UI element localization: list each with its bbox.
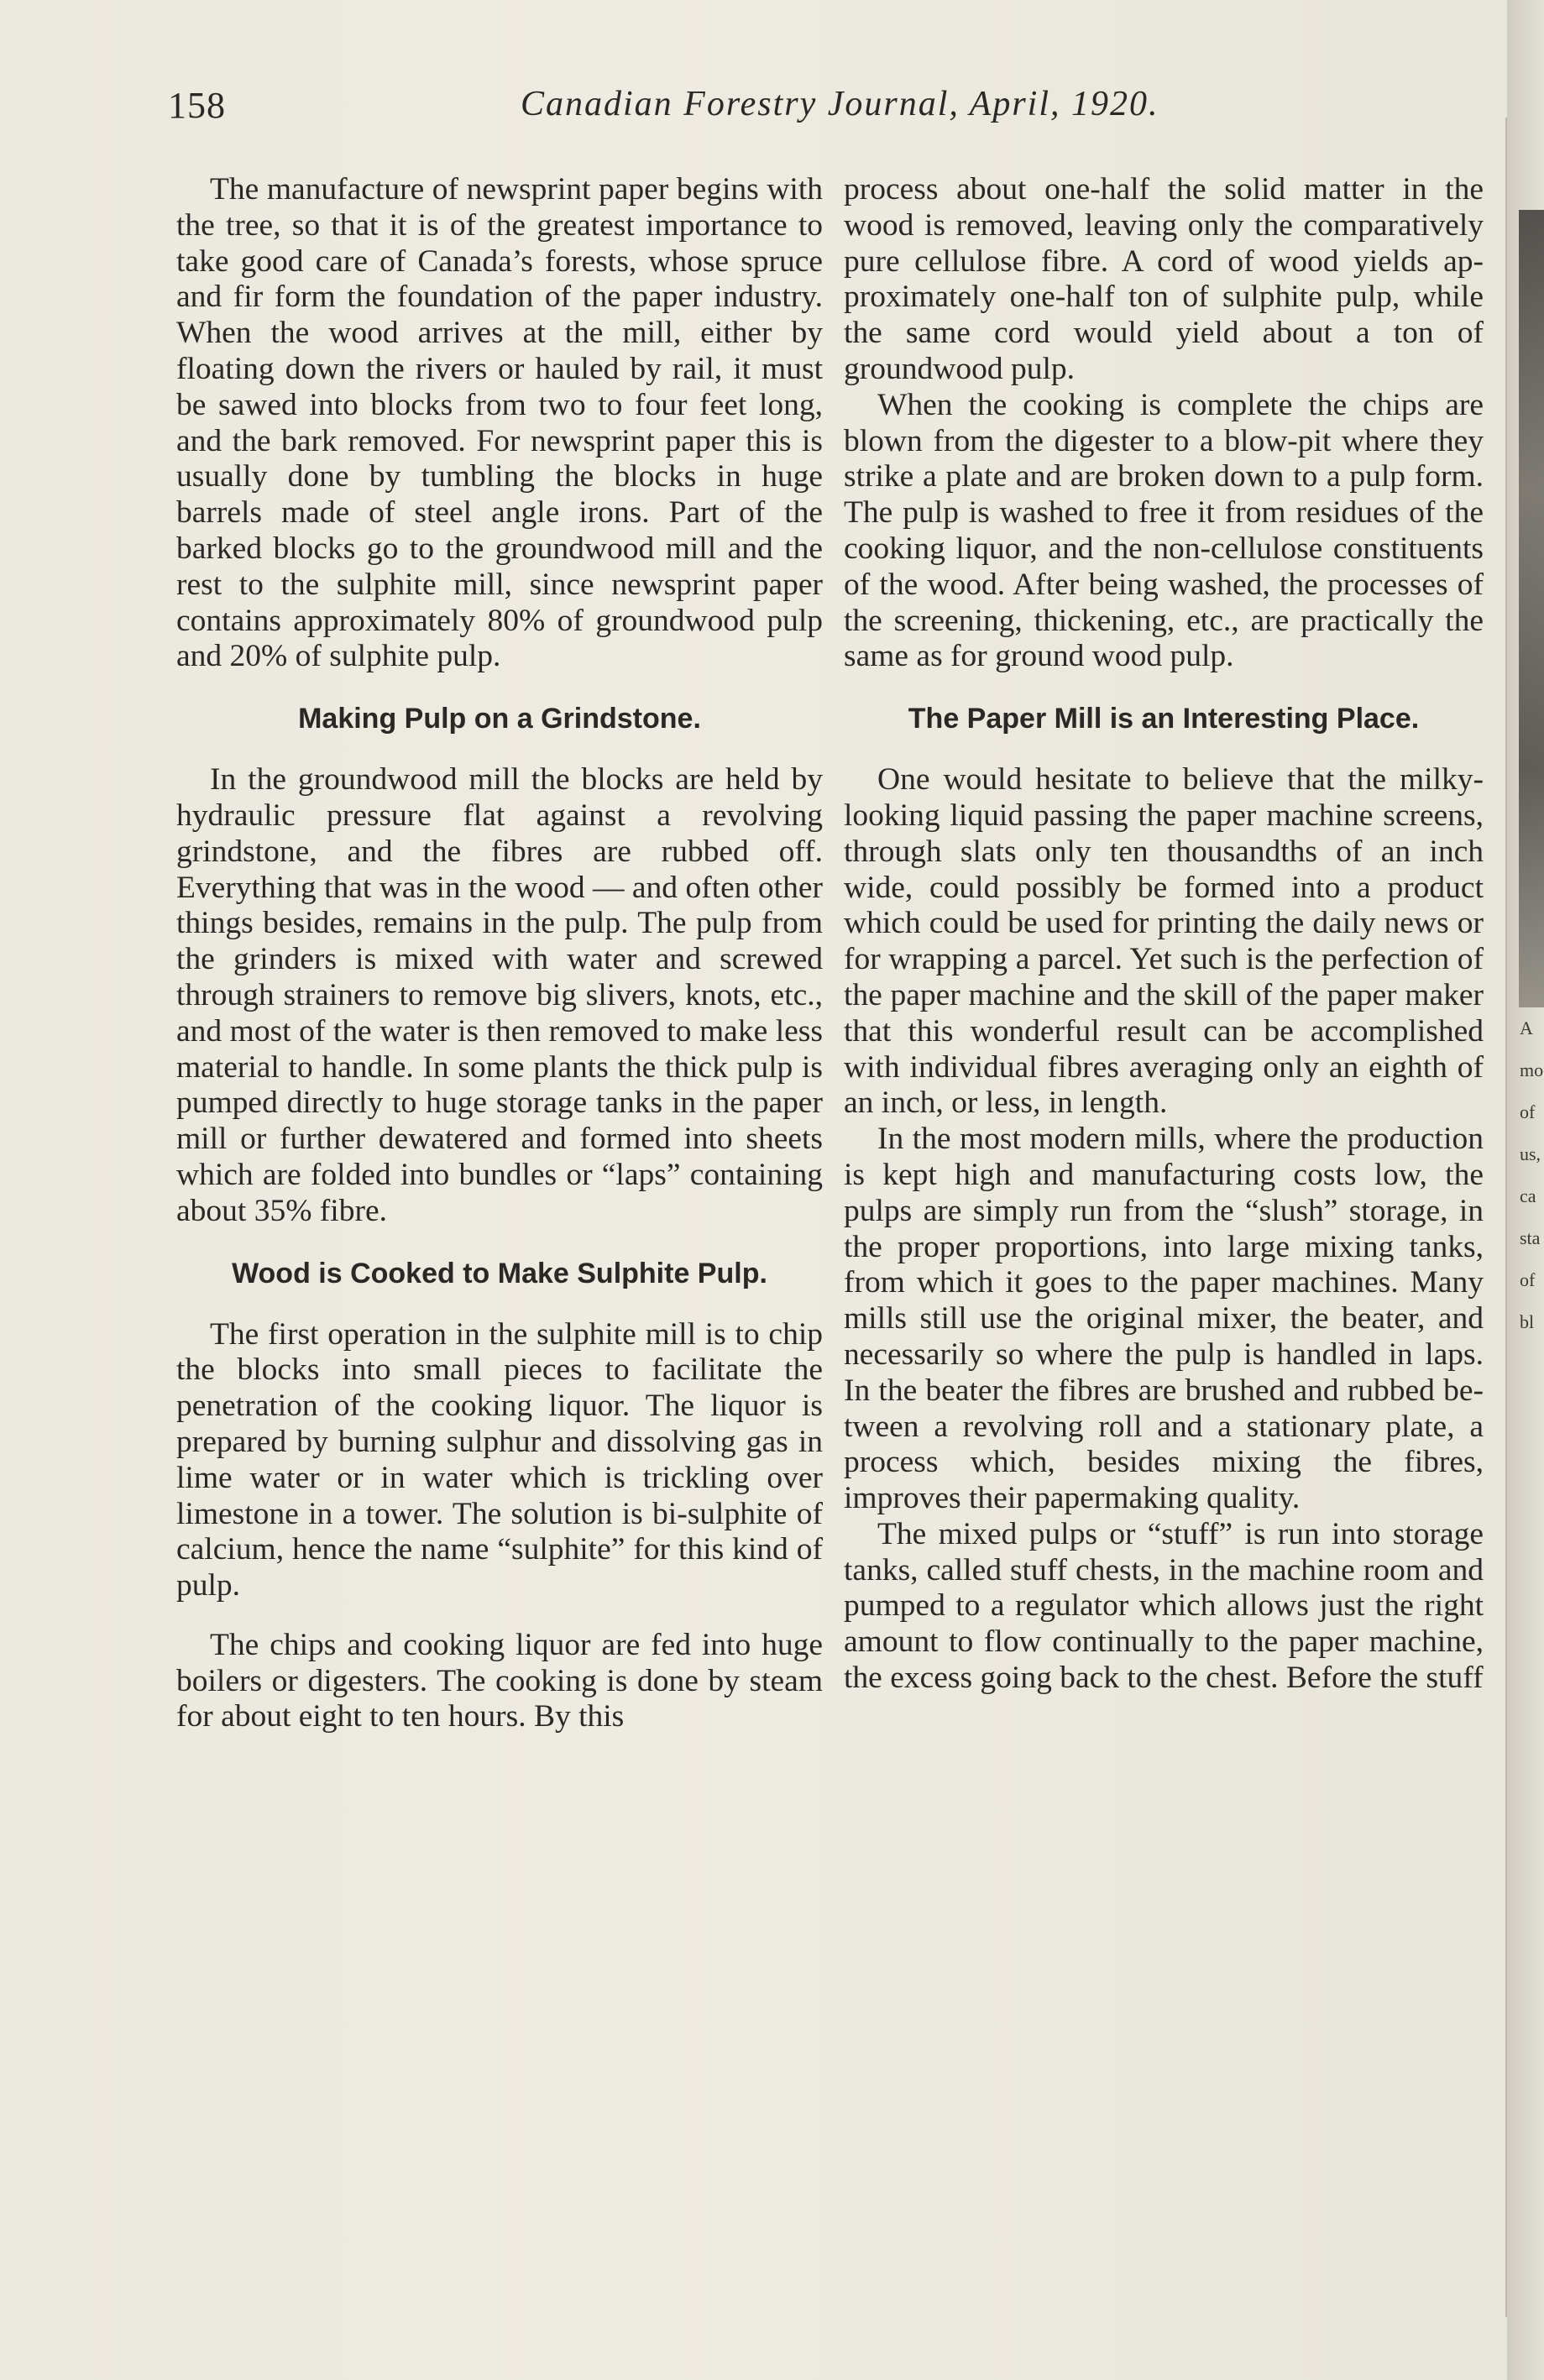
fragment: bl [1520, 1311, 1535, 1332]
fragment: ca [1520, 1185, 1536, 1206]
running-title: Canadian Forestry Journal, April, 1920. [521, 85, 1159, 123]
section-heading: Wood is Cooked to Make Sulphite Pulp. [232, 1257, 767, 1289]
paragraph: The manufacture of newsprint paper begins with the tree, so that it is of the greatest importance to take good care of Canada’s forests, whose spruce and fir form the foundation of the paper industry. When the wood arrives at the mill, either by floating down the rivers or hauled by rail, it must be sawed into blocks from two to four feet long, and the bark removed. For newsprint paper this is usually done by tumbling the blocks in huge barrels made of steel angle irons. Part of the barked blocks go to the groundwood mill and the rest to the sulphite mill, since newsprint paper contains approximately 80% of groundwood pulp and 20% of sulphite pulp. [176, 172, 823, 674]
fragment: A [1520, 1017, 1533, 1038]
paragraph: process about one-half the solid matter in the wood is removed, leaving only the comparatively pure cellulose fibre. A cord of wood yields approximately one-half ton of sulphite pulp, while the same cord would yield about a ton of groundwood pulp. [844, 172, 1484, 386]
paragraph: The mixed pulps or “stuff” is run into storage tanks, called stuff chests, in the machine room and pumped to a regulator which allows just the right amount to flow continually to the paper machine, the excess going back to the chest. Before the stuff [844, 1516, 1484, 1696]
fragment: of [1520, 1269, 1536, 1290]
page-header [168, 84, 1494, 134]
paragraph: In the most modern mills, where the production is kept high and manufacturing costs low, the pulps are simply run from the “slush” storage, in the proper proportions, into large mixing tanks, from which it goes to the paper machines. Many mills still use the original mixer, the beater, and necessarily so where the pulp is handled in laps. In the beater the fibres are brushed and rubbed between a revolving roll and a stationary plate, a process which, besides mixing the fibres, improves their papermaking quality. [844, 1122, 1484, 1516]
right-column [844, 172, 1484, 1697]
section-heading: The Paper Mill is an Interesting Place. [908, 703, 1420, 735]
fragment: sta [1520, 1227, 1541, 1248]
fragment: mo [1520, 1059, 1544, 1080]
paragraph: The chips and cooking liquor are fed into huge boilers or digesters. The cooking is done by steam for about eight to ten hours. By this [176, 1627, 823, 1734]
paragraph: When the cooking is complete the chips are blown from the digester to a blow-pit where they strike a plate and are broken down to a pulp form. The pulp is washed to free it from residues of the cooking liquor, and the non-cellulose constituents of the wood. After being washed, the processes of the screening, thickening, etc., are practically the same as for ground wood pulp. [844, 387, 1484, 674]
adjacent-photo-edge [1519, 210, 1544, 1007]
paragraph: In the groundwood mill the blocks are held by hydraulic pressure flat against a revolving grindstone, and the fibres are rubbed off. Everything that was in the wood — and often other things besides, remains in the pulp. The pulp from the grinders is mixed with water and screwed through strainers to remove big slivers, knots, etc., and most of the water is then removed to make less material to handle. In some plants the thick pulp is pumped directly to huge storage tanks in the paper mill or further dewatered and formed into sheets which are folded into bundles or “laps” containing about 35% fibre. [176, 762, 823, 1228]
adjacent-page-text-fragments [1520, 1007, 1544, 1343]
fragment: us, [1520, 1143, 1541, 1164]
page-number: 158 [168, 85, 226, 126]
fragment: of [1520, 1101, 1536, 1122]
paragraph: The first operation in the sulphite mill is to chip the blocks into small pieces to facilitate the penetration of the cooking liquor. The liquor is prepared by burning sulphur and dissolving gas in lime water or in water which is trickling over limestone in a tower. The solution is bi-sulphite of calcium, hence the name “sulphite” for this kind of pulp. [176, 1316, 823, 1603]
paragraph: One would hesitate to believe that the milky-looking liquid passing the paper machine screens, through slats only ten thousandths of an inch wide, could possibly be formed into a product which could be used for printing the daily news or for wrapping a parcel. Yet such is the perfection of the paper machine and the skill of the paper maker that this wonderful result can be accomplished with individual fibres averaging only an eighth of an inch, or less, in length. [844, 762, 1484, 1121]
left-column [176, 172, 823, 1735]
section-heading: Making Pulp on a Grindstone. [298, 703, 701, 735]
